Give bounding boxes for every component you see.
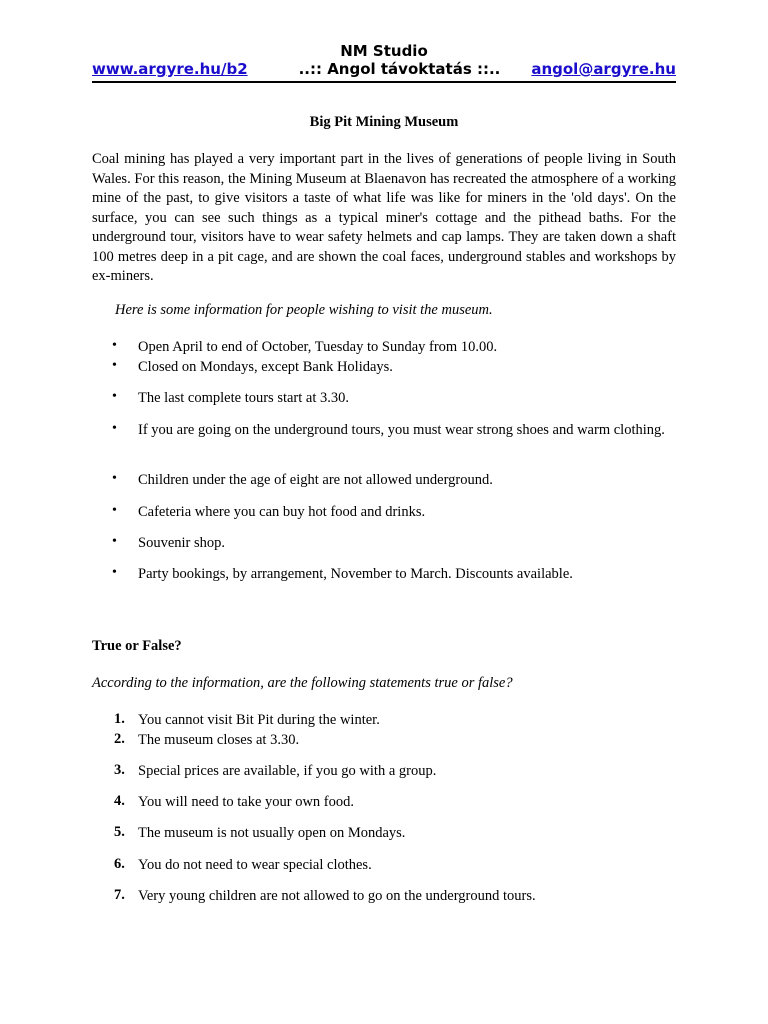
list-item — [92, 503, 676, 523]
list-item — [92, 565, 676, 585]
question-number: 3. — [114, 762, 125, 778]
question-item — [92, 887, 676, 907]
list-item — [92, 471, 676, 491]
list-item — [92, 358, 676, 378]
bullet-icon: • — [112, 471, 117, 486]
question-number: 4. — [114, 793, 125, 809]
question-text: You cannot visit Bit Pit during the winter. — [138, 712, 380, 728]
question-text: You do not need to wear special clothes. — [138, 857, 372, 873]
list-item-text: If you are going on the underground tours, you must wear strong shoes and warm clothing. — [138, 422, 665, 438]
list-item — [92, 421, 676, 441]
question-number: 5. — [114, 824, 125, 840]
question-item — [92, 762, 676, 782]
info-note: Here is some information for people wishing to visit the museum. — [115, 302, 493, 318]
list-item-text: The last complete tours start at 3.30. — [138, 390, 350, 406]
header-row — [92, 60, 676, 83]
list-item — [92, 534, 676, 554]
list-item — [92, 389, 676, 409]
question-item — [92, 824, 676, 844]
bullet-icon: • — [112, 358, 117, 373]
question-text: Very young children are not allowed to go on the underground tours. — [138, 888, 536, 904]
intro-paragraph: Coal mining has played a very important part in the lives of generations of people living in South Wales. For this reason, the Mining Museum at Blaenavon has recreated the atmosphere of a working mine of the past, to give visitors a taste of what life was like for miners in the 'old days'. On the surface, you can see such things as a typical miner's cottage and the pithead baths. For the underground tour, visitors have to wear safety helmets and cap lamps. They are taken down a shaft 100 metres deep in a pit cage, and are shown the coal faces, underground stables and workshops by ex-miners. — [92, 151, 676, 284]
studio-name: NM Studio — [340, 42, 428, 60]
list-item-text: Party bookings, by arrangement, November to March. Discounts available. — [138, 566, 573, 582]
document-title: Big Pit Mining Museum — [309, 114, 459, 130]
list-item-text: Children under the age of eight are not allowed underground. — [138, 472, 493, 488]
bullet-icon: • — [112, 565, 117, 580]
email-link[interactable]: angol@argyre.hu — [531, 60, 676, 78]
bullet-icon: • — [112, 534, 117, 549]
question-item — [92, 711, 676, 731]
bullet-icon: • — [112, 338, 117, 353]
bullet-icon: • — [112, 503, 117, 518]
bullet-icon: • — [112, 421, 117, 436]
bullet-icon: • — [112, 389, 117, 404]
list-item — [92, 338, 676, 358]
exercise-heading: True or False? — [92, 638, 182, 654]
question-number: 7. — [114, 887, 125, 903]
question-number: 6. — [114, 856, 125, 872]
question-item — [92, 793, 676, 813]
website-link[interactable]: www.argyre.hu/b2 — [92, 60, 248, 78]
question-item — [92, 731, 676, 751]
page-header — [92, 42, 676, 83]
exercise-instruction: According to the information, are the following statements true or false? — [92, 675, 513, 691]
question-number: 2. — [114, 731, 125, 747]
question-item — [92, 856, 676, 876]
question-text: The museum is not usually open on Mondays. — [138, 825, 406, 841]
question-text: You will need to take your own food. — [138, 794, 355, 810]
list-item-text: Closed on Mondays, except Bank Holidays. — [138, 359, 393, 375]
question-text: The museum closes at 3.30. — [138, 732, 300, 748]
question-text: Special prices are available, if you go with a group. — [138, 763, 437, 779]
list-item-text: Cafeteria where you can buy hot food and drinks. — [138, 504, 426, 520]
list-item-text: Souvenir shop. — [138, 535, 225, 551]
header-tagline: ..:: Angol távoktatás ::.. — [298, 60, 501, 78]
list-item-text: Open April to end of October, Tuesday to Sunday from 10.00. — [138, 339, 498, 355]
question-number: 1. — [114, 711, 125, 727]
